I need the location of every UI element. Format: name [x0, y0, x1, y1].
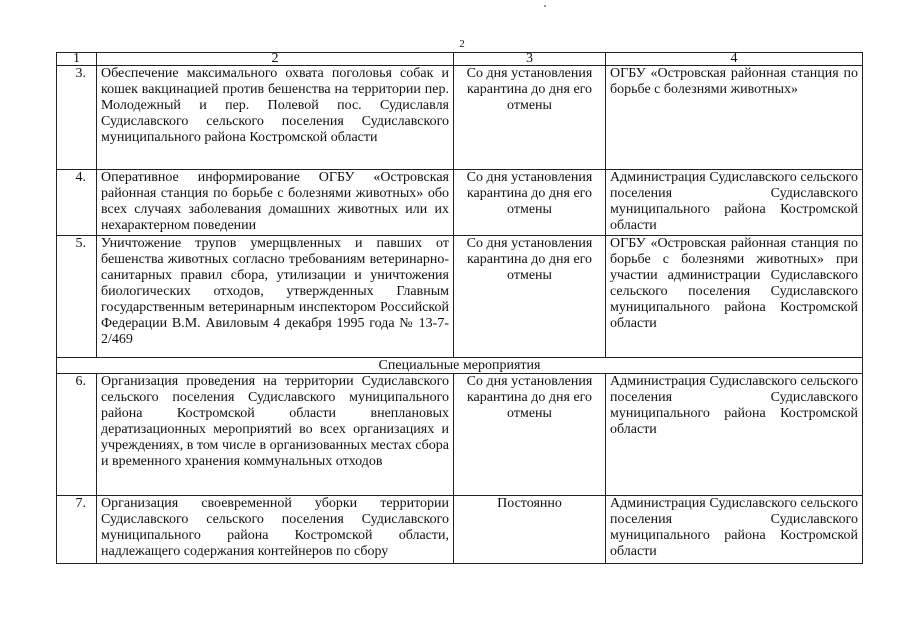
section-title: Специальные мероприятия	[57, 358, 863, 374]
row-number: 6.	[57, 374, 97, 496]
table-row	[57, 236, 863, 358]
term-text: Постоянно	[454, 496, 606, 564]
table-row	[57, 66, 863, 170]
table-row	[57, 170, 863, 236]
measure-text: Оперативное информирование ОГБУ «Островская районная станция по борьбе с болезнями животных» обо всех случаях заболевания домашних животных или их нехарактерном поведении	[97, 170, 454, 236]
responsible-text: ОГБУ «Островская районная станция по борьбе с болезнями животных»	[606, 66, 863, 170]
responsible-text: ОГБУ «Островская районная станция по борьбе с болезнями животных» при участии администрации Судиславского сельского поселения Судиславского муниципального района Костромской области	[606, 236, 863, 358]
row-number: 4.	[57, 170, 97, 236]
scan-speck	[544, 5, 546, 7]
section-row	[57, 358, 863, 374]
term-text: Со дня установления карантина до дня его отмены	[454, 374, 606, 496]
column-number: 2	[97, 53, 454, 66]
column-number: 1	[57, 53, 97, 66]
measure-text: Организация проведения на территории Судиславского сельского поселения Судиславского муниципального района Костромской области внеплановых дератизационных мероприятий во всех организациях и учреждениях, в том числе в организованных местах сбора и временного хранения коммунальных отходов	[97, 374, 454, 496]
row-number: 5.	[57, 236, 97, 358]
responsible-text: Администрация Судиславского сельского поселения Судиславского муниципального района Костромской области	[606, 374, 863, 496]
column-number-row	[57, 53, 863, 66]
term-text: Со дня установления карантина до дня его отмены	[454, 66, 606, 170]
measures-table	[56, 52, 863, 564]
responsible-text: Администрация Судиславского сельского поселения Судиславского муниципального района Костромской области	[606, 170, 863, 236]
page-number: 2	[459, 38, 465, 50]
table-row	[57, 374, 863, 496]
row-number: 7.	[57, 496, 97, 564]
column-number: 4	[606, 53, 863, 66]
responsible-text: Администрация Судиславского сельского поселения Судиславского муниципального района Костромской области	[606, 496, 863, 564]
term-text: Со дня установления карантина до дня его отмены	[454, 236, 606, 358]
table-row	[57, 496, 863, 564]
measure-text: Организация своевременной уборки территории Судиславского сельского поселения Судиславского муниципального района Костромской области, надлежащего содержания контейнеров по сбору	[97, 496, 454, 564]
term-text: Со дня установления карантина до дня его отмены	[454, 170, 606, 236]
column-number: 3	[454, 53, 606, 66]
row-number: 3.	[57, 66, 97, 170]
measure-text: Обеспечение максимального охвата поголовья собак и кошек вакцинацией против бешенства на территории пер. Молодежный и пер. Полевой пос. Судиславля Судиславского сельского поселения Судиславского муниципального района Костромской области	[97, 66, 454, 170]
measure-text: Уничтожение трупов умерщвленных и павших от бешенства животных согласно требованиям ветеринарно-санитарных правил сбора, утилизации и уничтожения биологических отходов, утвержденных Главным государственным ветеринарным инспектором Российской Федерации В.М. Авиловым 4 декабря 1995 года № 13-7-2/469	[97, 236, 454, 358]
